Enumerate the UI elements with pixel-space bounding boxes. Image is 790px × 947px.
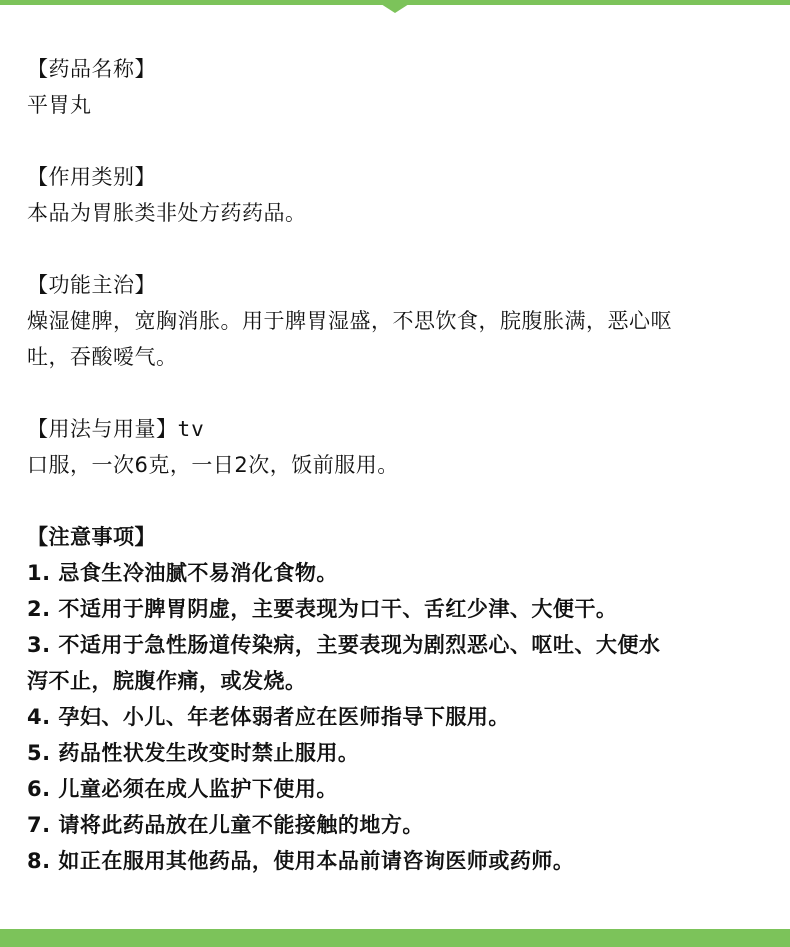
section-heading: 【功能主治】: [27, 273, 156, 297]
precaution-item: 2. 不适用于脾胃阴虚，主要表现为口干、舌红少津、大便干。: [27, 597, 618, 621]
section-category: [27, 159, 767, 231]
section-heading: 【作用类别】: [27, 165, 156, 189]
section-indications: [27, 267, 767, 375]
section-heading: 【注意事项】: [27, 525, 156, 549]
precaution-item: 3. 不适用于急性肠道传染病，主要表现为剧烈恶心、呕吐、大便水: [27, 633, 661, 657]
section-drug-name: [27, 51, 767, 123]
section-heading: 【药品名称】: [27, 57, 156, 81]
section-precautions: [27, 519, 767, 879]
section-heading-suffix: tv: [177, 417, 205, 441]
precaution-item: 5. 药品性状发生改变时禁止服用。: [27, 741, 360, 765]
drug-instructions: [27, 51, 767, 915]
section-line: 平胃丸: [27, 93, 92, 117]
section-line: 本品为胃胀类非处方药药品。: [27, 201, 307, 225]
section-line: 燥湿健脾，宽胸消胀。用于脾胃湿盛，不思饮食，脘腹胀满，恶心呕: [27, 309, 672, 333]
section-heading: [27, 411, 767, 447]
section-line: 口服，一次6克，一日2次，饭前服用。: [27, 453, 399, 477]
precaution-item: 8. 如正在服用其他药品，使用本品前请咨询医师或药师。: [27, 849, 575, 873]
top-notch-marker: [381, 4, 409, 13]
section-dosage: [27, 411, 767, 483]
precaution-item: 6. 儿童必须在成人监护下使用。: [27, 777, 338, 801]
precaution-item: 1. 忌食生冷油腻不易消化食物。: [27, 561, 338, 585]
precaution-item: 4. 孕妇、小儿、年老体弱者应在医师指导下服用。: [27, 705, 510, 729]
precaution-item: 泻不止，脘腹作痛，或发烧。: [27, 669, 307, 693]
precaution-item: 7. 请将此药品放在儿童不能接触的地方。: [27, 813, 424, 837]
section-heading-text: 【用法与用量】: [27, 417, 178, 441]
bottom-accent-bar: [0, 929, 790, 947]
section-line: 吐，吞酸嗳气。: [27, 345, 178, 369]
